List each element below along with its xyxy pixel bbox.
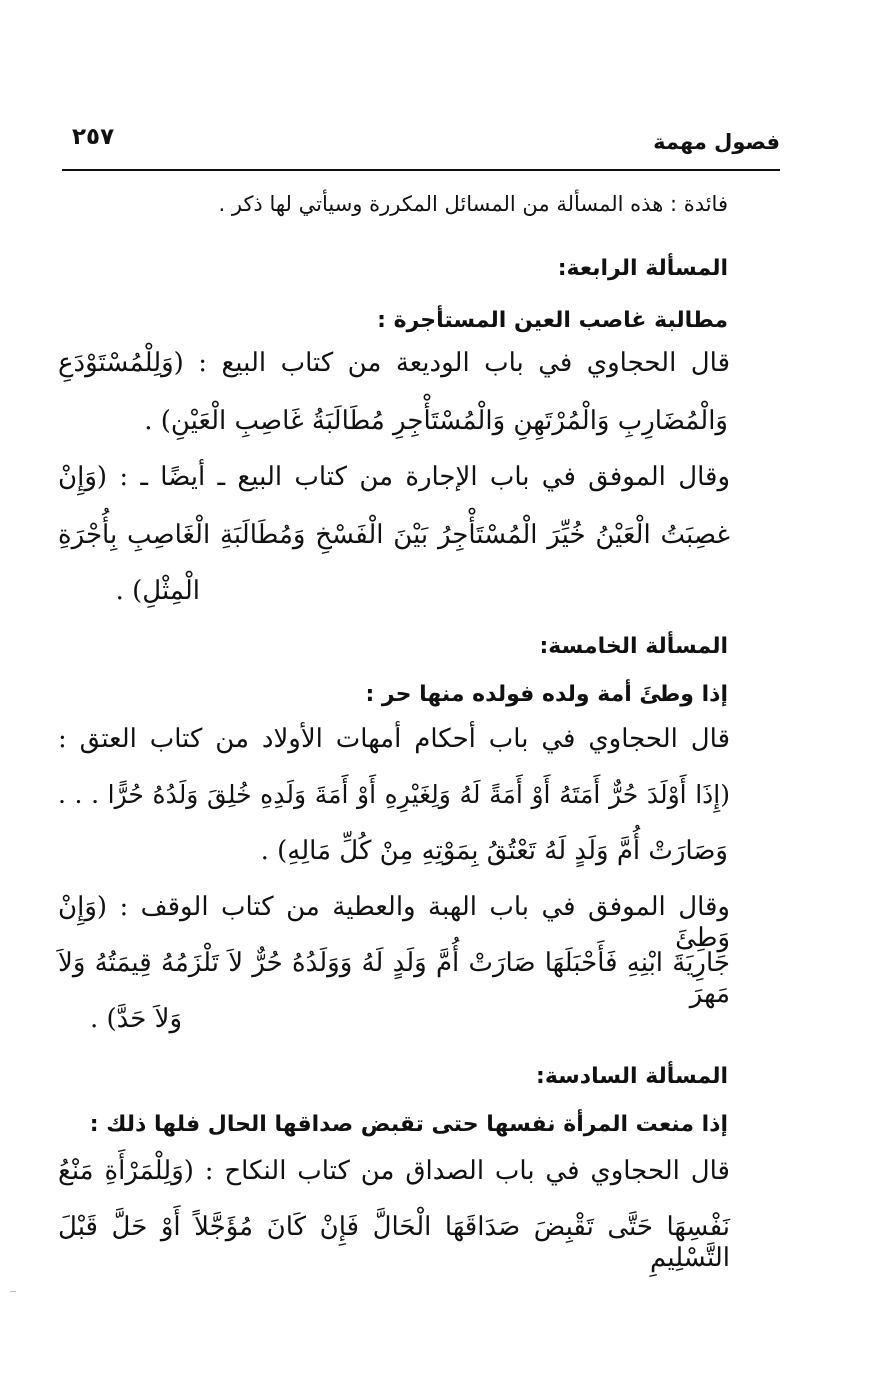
text-line: وَلاَ حَدَّ) .	[89, 1004, 182, 1034]
text-line: (إِذَا أَوْلَدَ حُرٌّ أَمَتَهُ أَوْ أَمَةً لَهُ وَلِغَيْرِهِ أَوْ أَمَةَ وَلَدِهِ خُلِقَ وَلَدُهُ حُرًّا . . .	[58, 780, 730, 809]
note-line: فائدة : هذه المسألة من المسائل المكررة وسيأتي لها ذكر .	[218, 192, 728, 216]
text-line: وقال الموفق في باب الهبة والعطية من كتاب الوقف : (وَإِنْ وَطِئَ	[58, 892, 730, 954]
text-line: وَالْمُضَارِبِ وَالْمُرْتَهِنِ وَالْمُسْتَأْجِرِ مُطَالَبَةُ غَاصِبِ الْعَيْنِ) .	[144, 406, 728, 436]
text-line: قال الحجاوي في باب الصداق من كتاب النكاح : (وَلِلْمَرْأَةِ مَنْعُ	[58, 1156, 730, 1186]
issue-title: إذا منعت المرأة نفسها حتى تقبض صداقها الحال فلها ذلك :	[89, 1112, 728, 1137]
text-line: قال الحجاوي في باب أحكام أمهات الأولاد من كتاب العتق :	[58, 724, 730, 754]
page-header	[66, 122, 780, 170]
page-number: ٢٥٧	[72, 124, 115, 150]
text-line: نَفْسِهَا حَتَّى تَقْبِضَ صَدَاقَهَا الْحَالَّ فَإِنْ كَانَ مُؤَجَّلاً أَوْ حَلَّ قَبْلَ التَّسْلِيمِ	[58, 1212, 730, 1274]
issue-title: إذا وطئَ أمة ولده فولده منها حر :	[365, 682, 728, 707]
issue-title: مطالبة غاصب العين المستأجرة :	[377, 308, 728, 333]
text-line: غصِبَتُ الْعَيْنُ خُيِّرَ الْمُسْتَأْجِرُ بَيْنَ الْفَسْخِ وَمُطَالَبَةِ الْغَاصِبِ بِأُجْرَةِ	[58, 520, 730, 550]
running-title: فصول مهمة	[653, 130, 780, 154]
header-rule	[62, 169, 780, 171]
section-heading-fourth: المسألة الرابعة:	[557, 256, 728, 281]
page-body	[58, 192, 730, 1292]
section-heading-fifth: المسألة الخامسة:	[539, 634, 728, 659]
text-line: وقال الموفق في باب الإجارة من كتاب البيع ـ أيضًا ـ : (وَإِنْ	[58, 462, 730, 492]
text-line: وَصَارَتْ أُمَّ وَلَدٍ لَهُ تَعْتُقُ بِمَوْتِهِ مِنْ كُلِّ مَالِهِ) .	[260, 836, 728, 866]
text-line: الْمِثْلِ) .	[115, 576, 200, 606]
text-line: جَارِيَةَ ابْنِهِ فَأَحْبَلَهَا صَارَتْ أُمَّ وَلَدٍ لَهُ وَوَلَدُهُ حُرٌّ لاَ تَلْزَمُهُ قِيمَتُهُ وَلاَ مَهرَ	[58, 948, 730, 1010]
scan-mark	[10, 1291, 16, 1292]
section-heading-sixth: المسألة السادسة:	[536, 1064, 728, 1089]
text-line: قال الحجاوي في باب الوديعة من كتاب البيع : (وَلِلْمُسْتَوْدَعِ	[58, 348, 730, 378]
